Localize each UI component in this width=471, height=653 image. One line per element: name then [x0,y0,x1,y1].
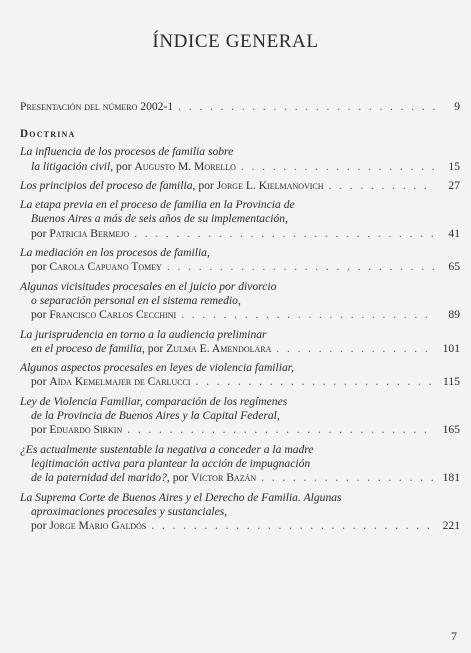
entry-author: Eduardo Sirkin [49,423,123,437]
entry-title-line: de la Provincia de Buenos Aires y la Capital Federal, [31,409,280,423]
entry-title-line: legitimación activa para plantear la acción de impugnación [31,456,311,470]
entry-by: por [31,260,50,274]
toc-entry [20,361,460,390]
table-of-contents [20,100,460,533]
entry-title-line: La mediación en los procesos de familia, [20,246,210,260]
entry-author: Francisco Carlos Cecchini [49,308,177,322]
dot-leader [178,100,435,114]
dot-leader [127,423,435,437]
entry-title-line: Algunas vicisitudes procesales en el juicio por divorcio [20,279,277,293]
dot-leader [181,308,435,322]
entry-title-line: La etapa previa en el proceso de familia en la Provincia de [20,198,295,212]
toc-entry [20,328,460,357]
entry-title-line: aproximaciones procesales y sustanciales, [31,504,228,518]
page-number: 41 [448,226,460,240]
presentation-label: Presentación del número 2002-1 [20,100,174,113]
entry-title-line: de la paternidad del marido? [31,471,167,485]
dot-leader [196,375,435,389]
entry-title-line: La jurisprudencia en torno a la audiencia preliminar [20,327,267,341]
entry-by: , por [192,178,217,192]
entry-title-line: Buenos Aires a más de seis años de su implementación, [31,212,288,226]
entry-author: Augusto M. Morello [134,159,236,173]
page-number: 101 [442,341,460,355]
entry-title-line: la litigación civil [31,159,111,173]
doctrina-entries [20,145,460,533]
entry-by: por [31,519,50,533]
entry-author: Carola Capuano Tomey [49,260,162,274]
page-number: 181 [442,471,460,485]
entry-author: Aída Kemelmajer de Carlucci [49,375,191,389]
entry-author: Zulma E. Amendolara [166,341,272,355]
entry-by: , por [141,341,167,355]
dot-leader [134,227,435,241]
entry-by: , por [110,159,135,173]
entry-title-line: La influencia de los procesos de familia sobre [20,145,234,159]
dot-leader [167,260,435,274]
entry-title-line: Algunos aspectos procesales en leyes de violencia familiar, [20,361,294,375]
entry-author: Patricia Bermejo [49,226,130,240]
entry-title-line: o separación personal en el sistema remedio, [31,293,241,307]
entry-title-line: Los principios del proceso de familia [20,178,193,192]
page-number: 65 [448,260,460,274]
page-number: 221 [442,519,460,533]
dot-leader [276,342,435,356]
page-number: 9 [454,100,460,113]
entry-by: por [31,423,50,437]
toc-entry [20,246,460,275]
dot-leader [151,519,435,533]
dot-leader [241,160,435,174]
page-number: 89 [448,308,460,322]
entry-title-line: La Suprema Corte de Buenos Aires y el Derecho de Familia. Algunas [20,490,342,504]
entry-by: por [31,226,50,240]
entry-title-line: Ley de Violencia Familiar, comparación de los regímenes [20,394,288,408]
toc-entry [20,280,460,323]
entry-author: Víctor Bazán [191,471,257,485]
page-number: 115 [443,375,460,389]
toc-entry [20,395,460,438]
toc-entry [20,179,460,193]
toc-entry [20,145,460,174]
entry-title-line: ¿Es actualmente sustentable la negativa a conceder a la madre [20,442,314,456]
toc-entry [20,198,460,241]
toc-entry [20,491,460,534]
entry-author: Jorge Mario Galdós [49,519,147,533]
page-title: ÍNDICE GENERAL [152,30,319,52]
page-number: 27 [448,178,460,192]
entry-by: , por [166,471,192,485]
dot-leader [261,471,435,485]
toc-entry [20,443,460,486]
dot-leader [329,179,435,193]
entry-title-line: en el proceso de familia [31,341,142,355]
page-number: 15 [448,159,460,173]
presentation-entry [20,100,460,114]
entry-author: Jorge L. Kielmanovich [216,178,324,192]
section-heading: Doctrina [20,128,76,141]
entry-by: por [31,375,50,389]
page-folio: 7 [451,629,457,643]
page-number: 165 [442,423,460,437]
entry-by: por [31,308,50,322]
